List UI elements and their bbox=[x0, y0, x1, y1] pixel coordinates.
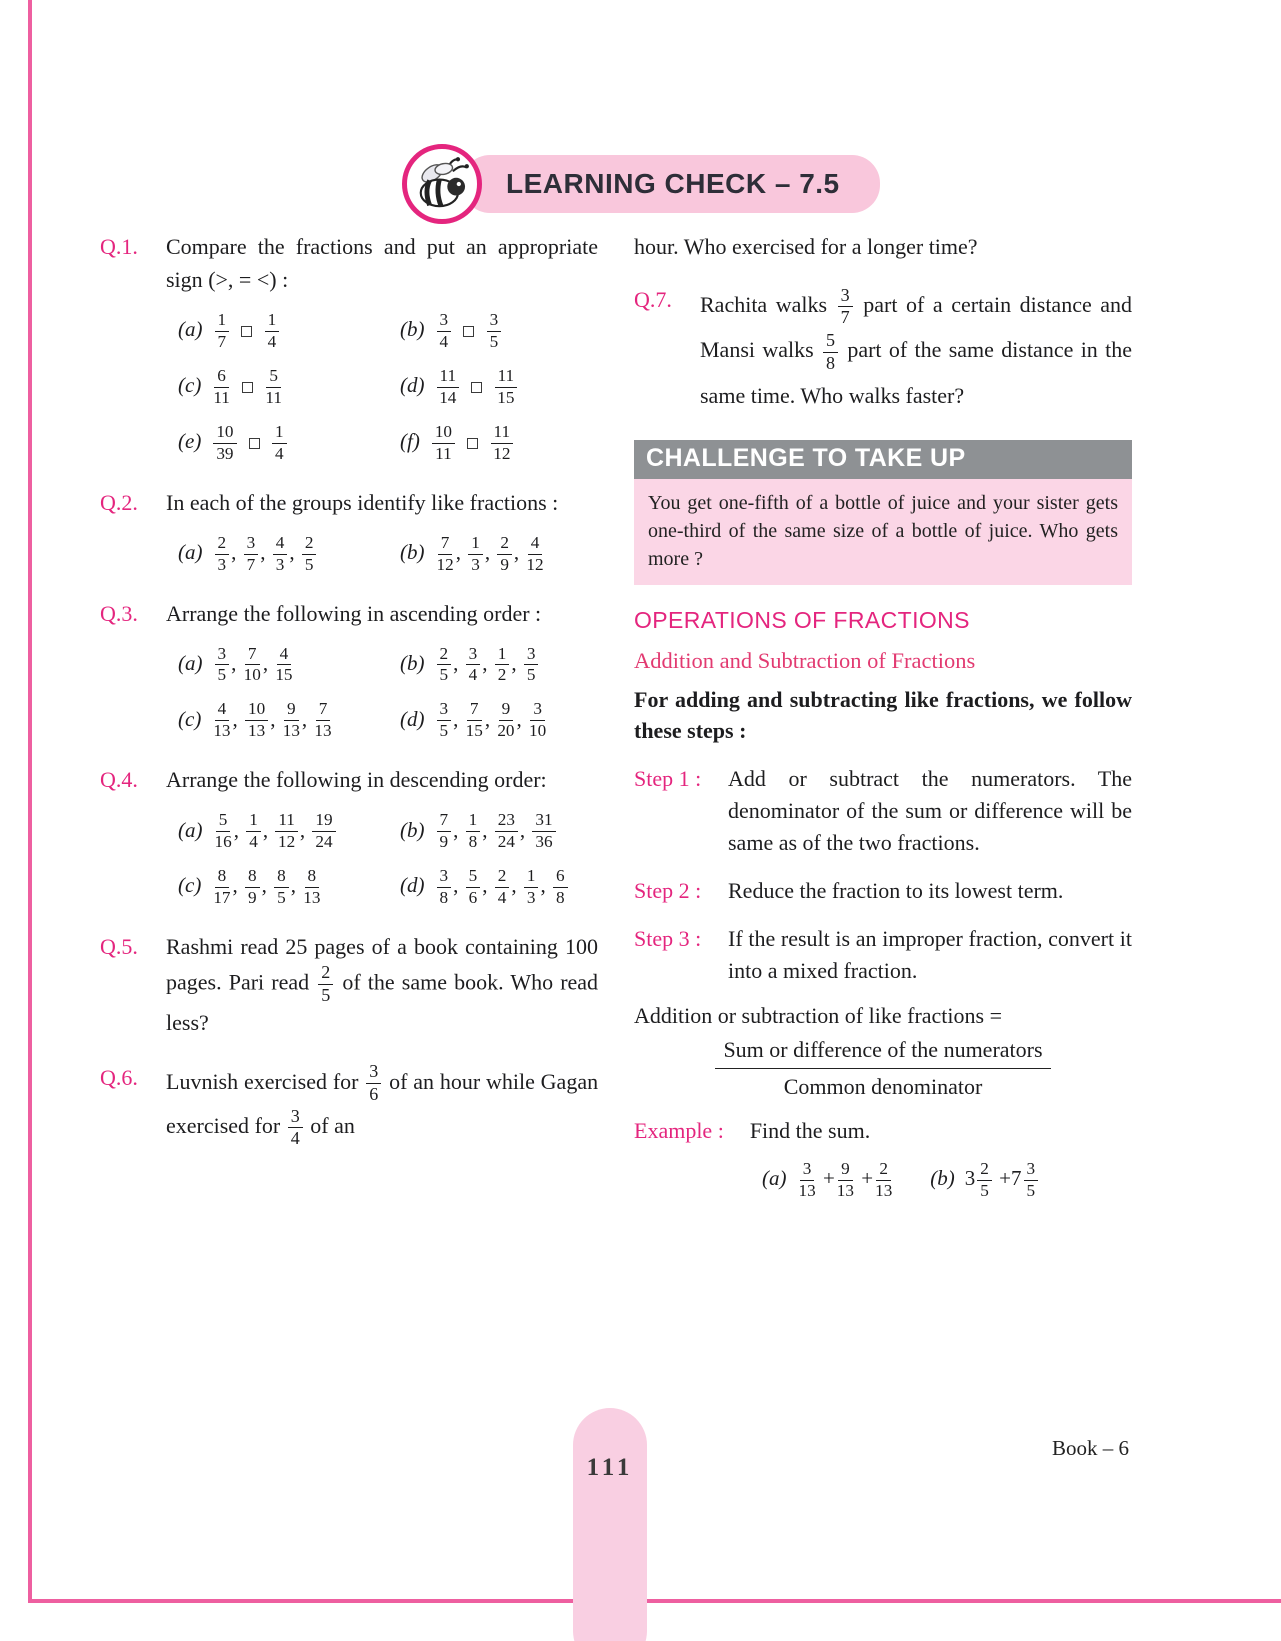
question-number: Q.1. bbox=[100, 234, 138, 259]
challenge-box bbox=[634, 440, 1132, 585]
option-expression: $\frac{10}{39}$ $\frac{1}{4}$ bbox=[211, 429, 288, 453]
page-number-pill bbox=[573, 1408, 647, 1641]
option-expression: $\frac{1}{7}$ $\frac{1}{4}$ bbox=[213, 317, 282, 341]
option-b bbox=[400, 811, 598, 852]
like-fractions-rule bbox=[634, 1003, 1132, 1100]
option-label: (b) bbox=[400, 650, 425, 675]
question-body bbox=[700, 283, 1132, 418]
option-expression: $\frac{3}{4}$ $\frac{3}{5}$ bbox=[435, 317, 504, 341]
option-expression: $\frac{7}{12}$ , $\frac{1}{3}$ , $\frac{2}{9}$ , $\frac{4}{12}$ bbox=[436, 532, 544, 574]
option-expression: $\frac{10}{11}$ $\frac{11}{12}$ bbox=[430, 429, 515, 453]
step-label: Step 3 : bbox=[634, 925, 702, 951]
page-border-left bbox=[28, 0, 32, 1602]
option-d bbox=[400, 367, 598, 408]
question-text: Rachita walks $\frac{3}{7}$ part of a certain distance and Mansi walks $\frac{5}{8}$ part of the same distance in the same time. Who walks faster? bbox=[700, 284, 1133, 408]
option-a bbox=[178, 534, 400, 575]
section-title-pill bbox=[462, 155, 880, 213]
question-6 bbox=[100, 1061, 598, 1150]
question-6-continuation: hour. Who exercised for a longer time? bbox=[634, 234, 978, 259]
question-number: Q.4. bbox=[100, 767, 138, 793]
option-a bbox=[178, 645, 400, 686]
page-border-bottom bbox=[28, 1599, 1281, 1603]
option-label: (b) bbox=[400, 817, 425, 842]
step-label: Step 2 : bbox=[634, 878, 702, 904]
question-5 bbox=[100, 930, 598, 1039]
option-b bbox=[400, 645, 598, 686]
option-d bbox=[400, 700, 598, 741]
option-expression: $\frac{4}{13}$ , $\frac{10}{13}$ , $\frac{9}{13}$ , $\frac{7}{13}$ bbox=[213, 699, 332, 741]
option-label: (d) bbox=[400, 706, 425, 731]
option-label: (a) bbox=[762, 1165, 787, 1190]
question-body bbox=[166, 597, 598, 742]
option-e bbox=[178, 423, 400, 464]
option-label: (c) bbox=[178, 373, 202, 398]
option-f bbox=[400, 423, 598, 464]
step-3 bbox=[634, 923, 1132, 987]
option-label: (e) bbox=[178, 429, 202, 453]
option-a bbox=[178, 311, 400, 352]
example-expression: 3 $\frac{2}{5}$ +7 $\frac{3}{5}$ bbox=[965, 1166, 1040, 1190]
section-title: LEARNING CHECK – 7.5 bbox=[506, 168, 840, 199]
question-number: Q.5. bbox=[100, 934, 138, 959]
option-label: (d) bbox=[400, 873, 425, 898]
question-text: Arrange the following in ascending order : bbox=[166, 600, 542, 626]
option-label: (a) bbox=[178, 817, 203, 842]
book-label: Book – 6 bbox=[1051, 1436, 1129, 1460]
example-item-a bbox=[762, 1160, 894, 1201]
challenge-body-text: You get one-fifth of a bottle of juice and your sister gets one-third of the same size of a bottle of juice. Who gets more ? bbox=[634, 479, 1132, 585]
option-label: (a) bbox=[178, 539, 203, 564]
step-label: Step 1 : bbox=[634, 766, 702, 792]
option-label: (f) bbox=[400, 429, 420, 453]
bee-mascot-icon bbox=[402, 144, 482, 224]
option-b bbox=[400, 311, 598, 352]
option-label: (a) bbox=[178, 317, 203, 342]
challenge-title: CHALLENGE TO TAKE UP bbox=[634, 440, 1132, 479]
option-row bbox=[166, 423, 598, 464]
example-item-b bbox=[930, 1160, 1040, 1201]
option-row bbox=[166, 700, 598, 741]
page-number: 111 bbox=[586, 1454, 634, 1481]
step-text: Add or subtract the numerators. The denominator of the sum or difference will be same as of the two fractions. bbox=[728, 766, 1132, 856]
rule-numerator: Sum or difference of the numerators bbox=[715, 1037, 1050, 1069]
question-body bbox=[166, 930, 598, 1039]
intro-text: For adding and subtracting like fractions, we follow these steps : bbox=[634, 686, 1132, 744]
option-expression: $\frac{8}{17}$ , $\frac{8}{9}$ , $\frac{8}{5}$ , $\frac{8}{13}$ bbox=[213, 866, 321, 908]
option-expression: $\frac{3}{8}$ , $\frac{5}{6}$ , $\frac{2}{4}$ , $\frac{1}{3}$ , $\frac{6}{8}$ bbox=[435, 873, 570, 897]
option-label: (b) bbox=[400, 539, 425, 564]
rule-denominator: Common denominator bbox=[783, 1073, 983, 1099]
option-expression: $\frac{3}{5}$ , $\frac{7}{15}$ , $\frac{9}{20}$ , $\frac{3}{10}$ bbox=[435, 707, 549, 731]
option-label: (c) bbox=[178, 873, 202, 898]
question-7 bbox=[634, 283, 1132, 418]
option-row bbox=[166, 311, 598, 352]
option-row bbox=[166, 645, 598, 686]
question-2 bbox=[100, 486, 598, 575]
option-a bbox=[178, 811, 400, 852]
step-1 bbox=[634, 763, 1132, 859]
example-block bbox=[634, 1118, 1132, 1201]
right-column bbox=[634, 230, 1132, 1201]
option-label: (b) bbox=[400, 317, 425, 342]
question-body bbox=[166, 763, 598, 908]
option-expression: $\frac{6}{11}$ $\frac{5}{11}$ bbox=[213, 365, 282, 407]
option-c bbox=[178, 367, 400, 408]
option-expression: $\frac{2}{3}$ , $\frac{3}{7}$ , $\frac{4}{3}$ , $\frac{2}{5}$ bbox=[213, 540, 319, 564]
example-expression: $\frac{3}{13}$ + $\frac{9}{13}$ + $\frac{2}{13}$ bbox=[798, 1158, 893, 1200]
question-text: Luvnish exercised for $\frac{3}{6}$ of an hour while Gagan exercised for $\frac{3}{4}$ of an bbox=[166, 1061, 599, 1149]
example-prompt: Find the sum. bbox=[749, 1117, 871, 1143]
option-expression: $\frac{2}{5}$ , $\frac{3}{4}$ , $\frac{1}{2}$ , $\frac{3}{5}$ bbox=[435, 651, 541, 675]
question-number: Q.6. bbox=[100, 1064, 138, 1090]
question-3 bbox=[100, 597, 598, 742]
option-row bbox=[166, 367, 598, 408]
option-expression: $\frac{11}{14}$ $\frac{11}{15}$ bbox=[435, 373, 520, 397]
question-text: In each of the groups identify like fractions : bbox=[166, 489, 559, 515]
step-text: If the result is an improper fraction, convert it into a mixed fraction. bbox=[728, 925, 1132, 983]
question-number: Q.3. bbox=[100, 600, 138, 626]
example-items bbox=[634, 1160, 1132, 1201]
two-column-layout bbox=[100, 230, 1132, 1201]
option-expression: $\frac{5}{16}$ , $\frac{1}{4}$ , $\frac{11}{12}$ , $\frac{19}{24}$ bbox=[213, 818, 338, 842]
option-expression: $\frac{7}{9}$ , $\frac{1}{8}$ , $\frac{23}{24}$ , $\frac{31}{36}$ bbox=[435, 818, 558, 842]
question-text: Compare the fractions and put an appropriate sign (>, = <) : bbox=[166, 234, 598, 292]
option-b bbox=[400, 534, 598, 575]
question-number: Q.2. bbox=[100, 489, 138, 515]
step-2 bbox=[634, 875, 1132, 907]
subsection-heading: Addition and Subtraction of Fractions bbox=[634, 647, 976, 673]
option-label: (a) bbox=[178, 650, 203, 675]
option-row bbox=[166, 811, 598, 852]
option-row bbox=[166, 867, 598, 908]
rule-lead: Addition or subtraction of like fractions = bbox=[634, 1002, 1002, 1028]
option-row bbox=[166, 534, 598, 575]
option-label: (c) bbox=[178, 706, 202, 731]
example-label: Example : bbox=[634, 1117, 724, 1143]
question-body bbox=[166, 230, 598, 464]
operations-heading: OPERATIONS OF FRACTIONS bbox=[634, 606, 970, 633]
option-label: (d) bbox=[400, 373, 425, 398]
left-column bbox=[100, 230, 598, 1201]
question-body bbox=[166, 486, 598, 575]
learning-check-header bbox=[402, 144, 880, 224]
option-c bbox=[178, 700, 400, 741]
question-text: Arrange the following in descending order: bbox=[166, 767, 547, 793]
option-c bbox=[178, 867, 400, 908]
option-expression: $\frac{3}{5}$ , $\frac{7}{10}$ , $\frac{4}{15}$ bbox=[213, 651, 295, 675]
question-body bbox=[166, 1061, 598, 1150]
bee-illustration bbox=[411, 153, 473, 215]
example-head bbox=[634, 1118, 1132, 1144]
step-text: Reduce the fraction to its lowest term. bbox=[728, 878, 1064, 904]
question-4 bbox=[100, 763, 598, 908]
question-1 bbox=[100, 230, 598, 464]
question-number: Q.7. bbox=[634, 287, 672, 312]
rule-fraction bbox=[715, 1037, 1050, 1100]
option-label: (b) bbox=[930, 1165, 955, 1190]
option-d bbox=[400, 867, 598, 908]
question-text: Rashmi read 25 pages of a book containing 100 pages. Pari read $\frac{2}{5}$ of the same book. Who read less? bbox=[166, 934, 599, 1035]
